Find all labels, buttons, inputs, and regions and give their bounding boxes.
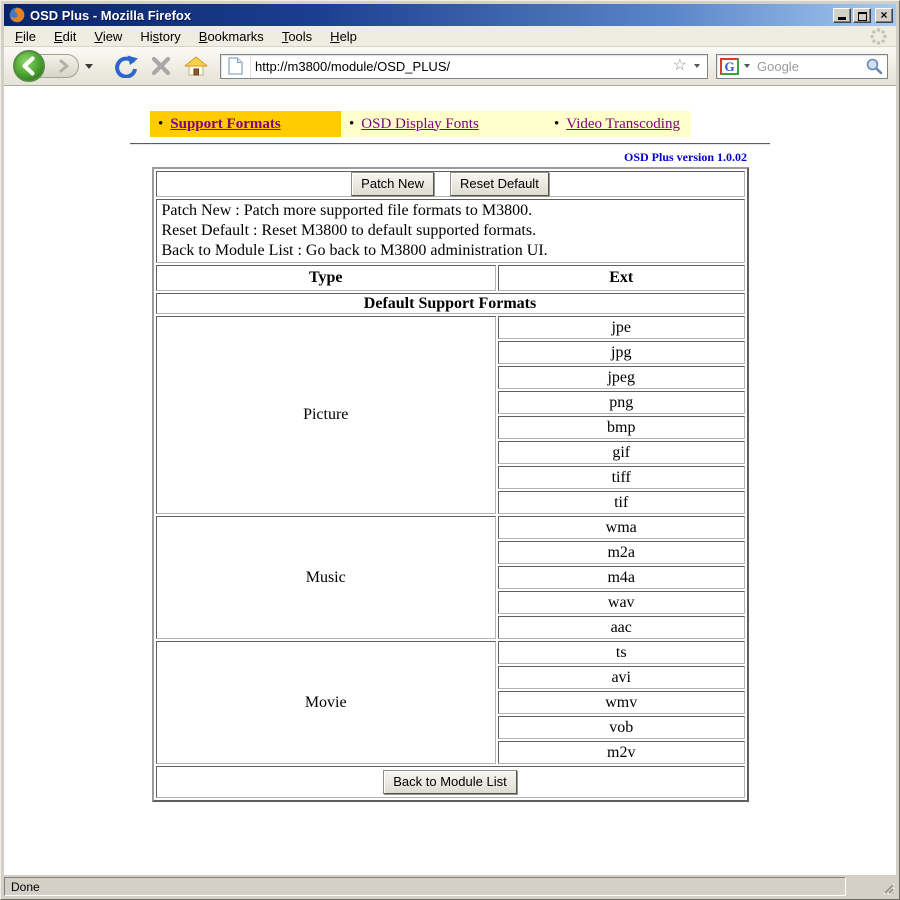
back-button[interactable] — [12, 49, 46, 83]
close-icon: × — [880, 7, 888, 22]
ext-cell: jpe — [498, 316, 745, 339]
location-bar[interactable] — [220, 54, 708, 79]
ext-cell: jpeg — [498, 366, 745, 389]
ext-cell: png — [498, 391, 745, 414]
instruction-line: Back to Module List : Go back to M3800 administration UI. — [161, 242, 548, 259]
menu-help[interactable]: Help — [330, 28, 357, 44]
format-row — [156, 316, 745, 339]
instruction-line: Reset Default : Reset M3800 to default supported formats. — [161, 222, 537, 239]
instructions-row — [156, 199, 745, 263]
ext-cell: wav — [498, 591, 745, 614]
minimize-button[interactable] — [833, 8, 851, 23]
stop-icon — [150, 55, 172, 77]
google-logo-icon[interactable]: G — [720, 58, 739, 75]
ext-cell: m2a — [498, 541, 745, 564]
tab-support-formats[interactable] — [150, 111, 341, 137]
ext-cell: m4a — [498, 566, 745, 589]
horizontal-rule — [130, 143, 770, 145]
browser-viewport — [4, 86, 896, 875]
ext-cell: bmp — [498, 416, 745, 439]
tab-osd-display-fonts[interactable] — [341, 111, 546, 137]
ext-column-header: Ext — [498, 265, 745, 291]
ext-cell: jpg — [498, 341, 745, 364]
menubar — [4, 26, 896, 47]
actions-row — [156, 171, 745, 197]
grip-zone — [850, 877, 896, 896]
window-title: OSD Plus - Mozilla Firefox — [30, 7, 192, 23]
back-to-module-list-button[interactable]: Back to Module List — [383, 770, 516, 794]
page-icon — [228, 57, 243, 75]
tab-link[interactable]: Support Formats — [170, 115, 281, 132]
search-input[interactable] — [757, 59, 865, 74]
ext-cell: wmv — [498, 691, 745, 714]
column-header-row — [156, 265, 745, 291]
ext-cell: wma — [498, 516, 745, 539]
menu-view[interactable]: View — [94, 28, 123, 44]
menu-bookmarks[interactable]: Bookmarks — [198, 28, 264, 44]
home-icon — [184, 56, 208, 77]
titlebar[interactable] — [4, 4, 896, 26]
back-forward-cluster — [12, 49, 102, 83]
support-formats-table — [152, 167, 749, 802]
type-column-header: Type — [156, 265, 496, 291]
back-row — [156, 766, 745, 798]
favicon-segment — [221, 55, 251, 78]
stop-button[interactable] — [150, 55, 172, 77]
search-engine-dropdown-icon[interactable] — [744, 64, 750, 68]
search-magnifier-icon[interactable] — [865, 57, 883, 75]
patch-new-button[interactable]: Patch New — [351, 172, 434, 196]
menu-tools[interactable]: Tools — [281, 28, 313, 44]
ext-cell: vob — [498, 716, 745, 739]
ext-cell: aac — [498, 616, 745, 639]
module-tabs — [150, 111, 691, 137]
version-label: OSD Plus version 1.0.02 — [623, 150, 747, 164]
resize-grip-icon[interactable] — [880, 880, 895, 895]
maximize-icon — [858, 12, 867, 21]
type-cell-movie: Movie — [156, 641, 496, 764]
instruction-line: Patch New : Patch more supported file formats to M3800. — [161, 202, 533, 219]
bullet-icon: • — [349, 115, 355, 132]
url-input[interactable] — [251, 55, 669, 78]
menu-file[interactable]: File — [15, 28, 36, 44]
bullet-icon: • — [158, 115, 164, 132]
throbber-icon — [869, 27, 888, 46]
ext-cell: m2v — [498, 741, 745, 764]
maximize-button[interactable] — [853, 8, 871, 23]
home-button[interactable] — [184, 56, 208, 77]
section-title: Default Support Formats — [156, 293, 745, 314]
reset-default-button[interactable]: Reset Default — [450, 172, 549, 196]
tab-link[interactable]: Video Transcoding — [566, 115, 680, 132]
instructions-text — [156, 199, 745, 263]
section-title-row — [156, 293, 745, 314]
ext-cell: ts — [498, 641, 745, 664]
format-row — [156, 516, 745, 539]
tab-video-transcoding[interactable] — [546, 111, 691, 137]
menu-history[interactable]: History — [140, 28, 181, 44]
forward-icon — [59, 59, 69, 73]
reload-button[interactable] — [114, 54, 138, 78]
minimize-icon — [838, 17, 846, 20]
menu-edit[interactable]: Edit — [53, 28, 77, 44]
reload-icon — [114, 54, 138, 78]
search-bar[interactable] — [716, 54, 888, 79]
format-row — [156, 641, 745, 664]
ext-cell: avi — [498, 666, 745, 689]
status-text: Done — [4, 877, 846, 896]
statusbar — [4, 875, 896, 896]
close-button[interactable] — [875, 8, 893, 23]
ext-cell: tif — [498, 491, 745, 514]
ext-cell: tiff — [498, 466, 745, 489]
osd-plus-page — [4, 86, 896, 802]
tab-link[interactable]: OSD Display Fonts — [361, 115, 479, 132]
ext-cell: gif — [498, 441, 745, 464]
navigation-toolbar — [4, 47, 896, 86]
bookmark-star-icon[interactable]: ☆ — [672, 57, 687, 74]
history-dropdown-icon[interactable] — [85, 64, 93, 69]
firefox-icon — [9, 7, 25, 23]
type-cell-music: Music — [156, 516, 496, 639]
location-dropdown-icon[interactable] — [694, 64, 700, 68]
bullet-icon: • — [554, 115, 560, 132]
type-cell-picture: Picture — [156, 316, 496, 514]
